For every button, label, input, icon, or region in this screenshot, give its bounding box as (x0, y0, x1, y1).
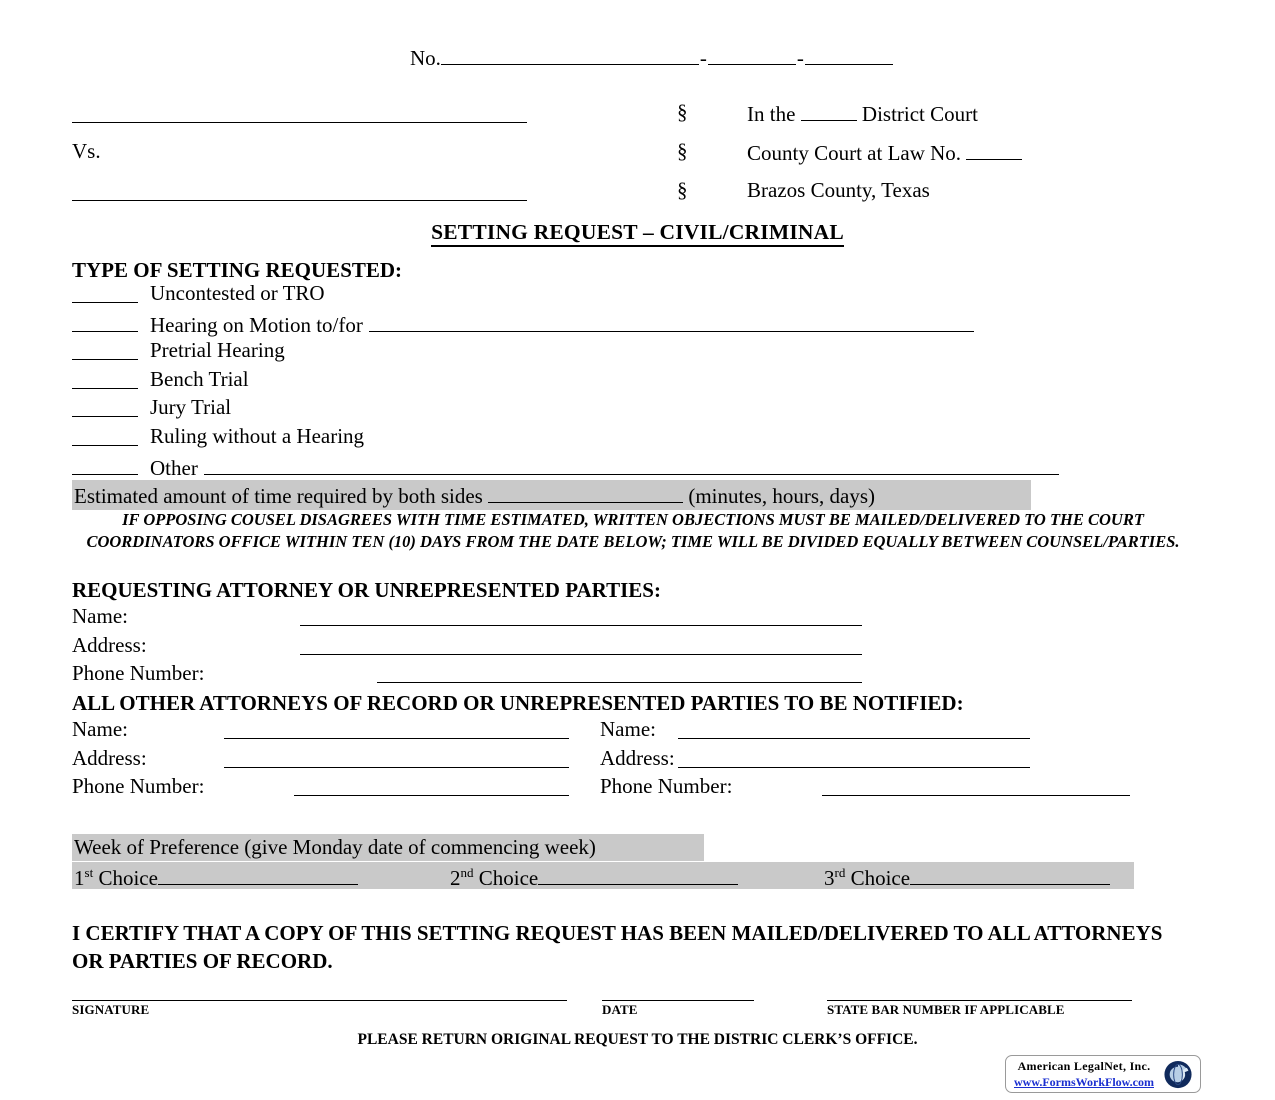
requesting-attorney-address-input[interactable] (300, 633, 862, 655)
case-number-line (410, 44, 893, 71)
caption-block (72, 100, 1132, 217)
requesting-attorney-address-row (72, 633, 972, 662)
time-objection-warning: IF OPPOSING COUSEL DISAGREES WITH TIME ESTIMATED, WRITTEN OBJECTIONS MUST BE MAILED/DELIVERED TO THE COURT COORDINATORS OFFICE WITHIN TEN (10) DAYS FROM THE DATE BELOW; TIME WILL BE DIVIDED EQUALLY BETWEEN COUNSEL/PARTIES. (86, 510, 1180, 551)
choice-3-date-blank[interactable] (910, 863, 1110, 885)
date-caption: DATE (602, 1002, 638, 1017)
choice-3-ordinal: rd (834, 865, 846, 880)
other-attorney-right-phone-row (600, 774, 1140, 803)
other-attorney-right-name-label: Name: (600, 717, 656, 741)
other-attorney-left-address-label: Address: (72, 745, 147, 770)
signature-block (72, 988, 1132, 1028)
defendant-blank[interactable] (72, 178, 527, 201)
signature-rule[interactable] (72, 988, 567, 1001)
other-attorneys-heading: ALL OTHER ATTORNEYS OF RECORD OR UNREPRESENTED PARTIES TO BE NOTIFIED: (72, 691, 964, 715)
setting-option-bench-trial-blank[interactable] (72, 367, 138, 389)
other-attorney-left-name-row (72, 717, 592, 746)
court-line-county-prefix: County Court at Law No. (747, 140, 962, 165)
defendant-name-field (72, 178, 632, 207)
type-of-setting-list (72, 281, 1132, 481)
caption-row-vs (72, 139, 1132, 178)
case-number-blank-2[interactable] (708, 44, 796, 65)
setting-option-hearing-on-motion-blank[interactable] (72, 310, 138, 332)
other-attorney-left-phone-label: Phone Number: (72, 774, 205, 799)
setting-option-other[interactable] (72, 453, 1132, 482)
court-line-county (747, 139, 1022, 166)
court-line-county-state: Brazos County, Texas (747, 178, 930, 202)
setting-option-other-blank[interactable] (72, 453, 138, 475)
globe-icon (1162, 1059, 1194, 1090)
choice-1-date-blank[interactable] (158, 863, 358, 885)
section-symbol-1: § (677, 100, 688, 124)
choice-3-label: Choice (850, 866, 911, 890)
certification-statement: I CERTIFY THAT A COPY OF THIS SETTING REQUEST HAS BEEN MAILED/DELIVERED TO ALL ATTORNEYS OR PARTIES OF RECORD. (72, 921, 1163, 973)
plaintiff-blank[interactable] (72, 100, 527, 123)
court-line-district (747, 100, 978, 127)
choice-1-ordinal: st (84, 865, 94, 880)
estimated-time-prefix: Estimated amount of time required by both sides (74, 484, 483, 508)
setting-option-hearing-on-motion[interactable] (72, 310, 1132, 339)
setting-option-pretrial-hearing-label: Pretrial Hearing (150, 338, 285, 363)
setting-option-bench-trial-label: Bench Trial (150, 366, 249, 391)
other-attorney-left-address-row (72, 746, 592, 775)
requesting-attorney-phone-row (72, 661, 972, 690)
section-symbol-2: § (677, 139, 688, 163)
requesting-attorney-fields (72, 604, 972, 690)
signature-field[interactable] (72, 988, 567, 1018)
choice-2-number: 2 (450, 866, 461, 890)
requesting-attorney-heading: REQUESTING ATTORNEY OR UNREPRESENTED PARTIES: (72, 578, 661, 602)
choice-3[interactable] (824, 863, 1110, 891)
other-attorney-left-phone-input[interactable] (294, 774, 569, 796)
setting-option-uncontested-label: Uncontested or TRO (150, 281, 325, 305)
setting-option-ruling-without-hearing-label: Ruling without a Hearing (150, 423, 365, 448)
case-number-separator-1: - (699, 45, 707, 70)
other-attorney-right-name-row (600, 717, 1140, 746)
state-bar-number-field[interactable] (827, 988, 1132, 1018)
requesting-attorney-name-input[interactable] (300, 604, 862, 626)
setting-option-jury-trial-label: Jury Trial (150, 395, 232, 420)
plaintiff-name-field (72, 100, 632, 129)
page-title-text: SETTING REQUEST – CIVIL/CRIMINAL (431, 220, 844, 247)
choice-3-number: 3 (824, 866, 835, 890)
requesting-attorney-phone-label: Phone Number: (72, 661, 205, 686)
setting-option-hearing-on-motion-text: Hearing on Motion to/for (150, 312, 363, 337)
choice-2-label: Choice (478, 866, 539, 890)
choice-2-ordinal: nd (460, 865, 474, 880)
court-line-district-prefix: In the (747, 101, 796, 126)
setting-option-ruling-without-hearing-blank[interactable] (72, 424, 138, 446)
county-court-number-blank[interactable] (966, 139, 1022, 160)
setting-option-ruling-without-hearing[interactable] (72, 424, 1132, 453)
hearing-on-motion-detail-blank[interactable] (369, 310, 974, 332)
district-court-number-blank[interactable] (801, 100, 857, 121)
other-attorneys-column-left (72, 717, 592, 803)
case-number-blank-1[interactable] (441, 44, 699, 65)
setting-option-other-label (150, 453, 1059, 481)
estimated-time-input-blank[interactable] (488, 481, 683, 503)
setting-option-pretrial-hearing[interactable] (72, 338, 1132, 367)
setting-option-bench-trial[interactable] (72, 367, 1132, 396)
setting-option-pretrial-hearing-blank[interactable] (72, 338, 138, 360)
requesting-attorney-name-label: Name: (72, 604, 128, 628)
other-attorney-right-address-input[interactable] (678, 746, 1030, 768)
estimated-time-row (72, 480, 1031, 510)
section-symbol-3: § (677, 178, 688, 202)
other-attorney-right-address-label: Address: (600, 745, 675, 770)
setting-option-other-text: Other (150, 455, 198, 480)
choice-1[interactable] (74, 863, 358, 891)
setting-option-jury-trial[interactable] (72, 395, 1132, 424)
signature-caption: SIGNATURE (72, 1002, 150, 1017)
setting-option-other-detail-blank[interactable] (204, 453, 1059, 475)
setting-option-jury-trial-blank[interactable] (72, 395, 138, 417)
choice-2-date-blank[interactable] (538, 863, 738, 885)
other-attorney-right-phone-input[interactable] (822, 774, 1130, 796)
setting-option-hearing-on-motion-label (150, 310, 974, 338)
setting-option-uncontested[interactable] (72, 281, 1132, 310)
vendor-website-link[interactable]: www.FormsWorkFlow.com (1014, 1075, 1154, 1089)
case-number-separator-2: - (796, 45, 804, 70)
requesting-attorney-name-row (72, 604, 972, 633)
footer-return-instruction: PLEASE RETURN ORIGINAL REQUEST TO THE DISTRIC CLERK’S OFFICE. (357, 1031, 918, 1048)
state-bar-number-rule[interactable] (827, 988, 1132, 1001)
other-attorneys-column-right (600, 717, 1140, 803)
date-field[interactable] (602, 988, 754, 1018)
date-rule[interactable] (602, 988, 754, 1001)
other-attorney-right-name-input[interactable] (678, 717, 1030, 739)
choice-1-label: Choice (98, 866, 158, 890)
page-title (0, 220, 1275, 245)
estimated-time-suffix: (minutes, hours, days) (688, 484, 875, 508)
other-attorney-left-address-input[interactable] (224, 746, 569, 768)
week-of-preference-choices (72, 862, 1134, 889)
setting-option-uncontested-blank[interactable] (72, 281, 138, 303)
case-number-blank-3[interactable] (805, 44, 893, 65)
caption-row-plaintiff (72, 100, 1132, 139)
requesting-attorney-phone-input[interactable] (377, 661, 862, 683)
other-attorney-left-name-input[interactable] (224, 717, 569, 739)
case-number-label: No. (410, 45, 441, 70)
vendor-badge-text (1014, 1059, 1154, 1090)
other-attorney-left-name-label: Name: (72, 717, 128, 741)
choice-2[interactable] (450, 863, 738, 891)
week-of-preference-heading: Week of Preference (give Monday date of commencing week) (72, 834, 704, 861)
choice-1-number: 1 (74, 866, 85, 890)
other-attorney-right-phone-label: Phone Number: (600, 774, 733, 799)
state-bar-number-caption: STATE BAR NUMBER IF APPLICABLE (827, 1002, 1065, 1017)
other-attorney-left-phone-row (72, 774, 592, 803)
caption-row-defendant (72, 178, 1132, 217)
vendor-company-name: American LegalNet, Inc. (1017, 1059, 1151, 1073)
requesting-attorney-address-label: Address: (72, 632, 147, 657)
type-of-setting-heading: TYPE OF SETTING REQUESTED: (72, 258, 403, 282)
court-line-district-suffix: District Court (861, 101, 978, 126)
other-attorney-right-address-row (600, 746, 1140, 775)
vs-label: Vs. (72, 139, 101, 163)
vendor-badge[interactable] (1005, 1055, 1201, 1093)
